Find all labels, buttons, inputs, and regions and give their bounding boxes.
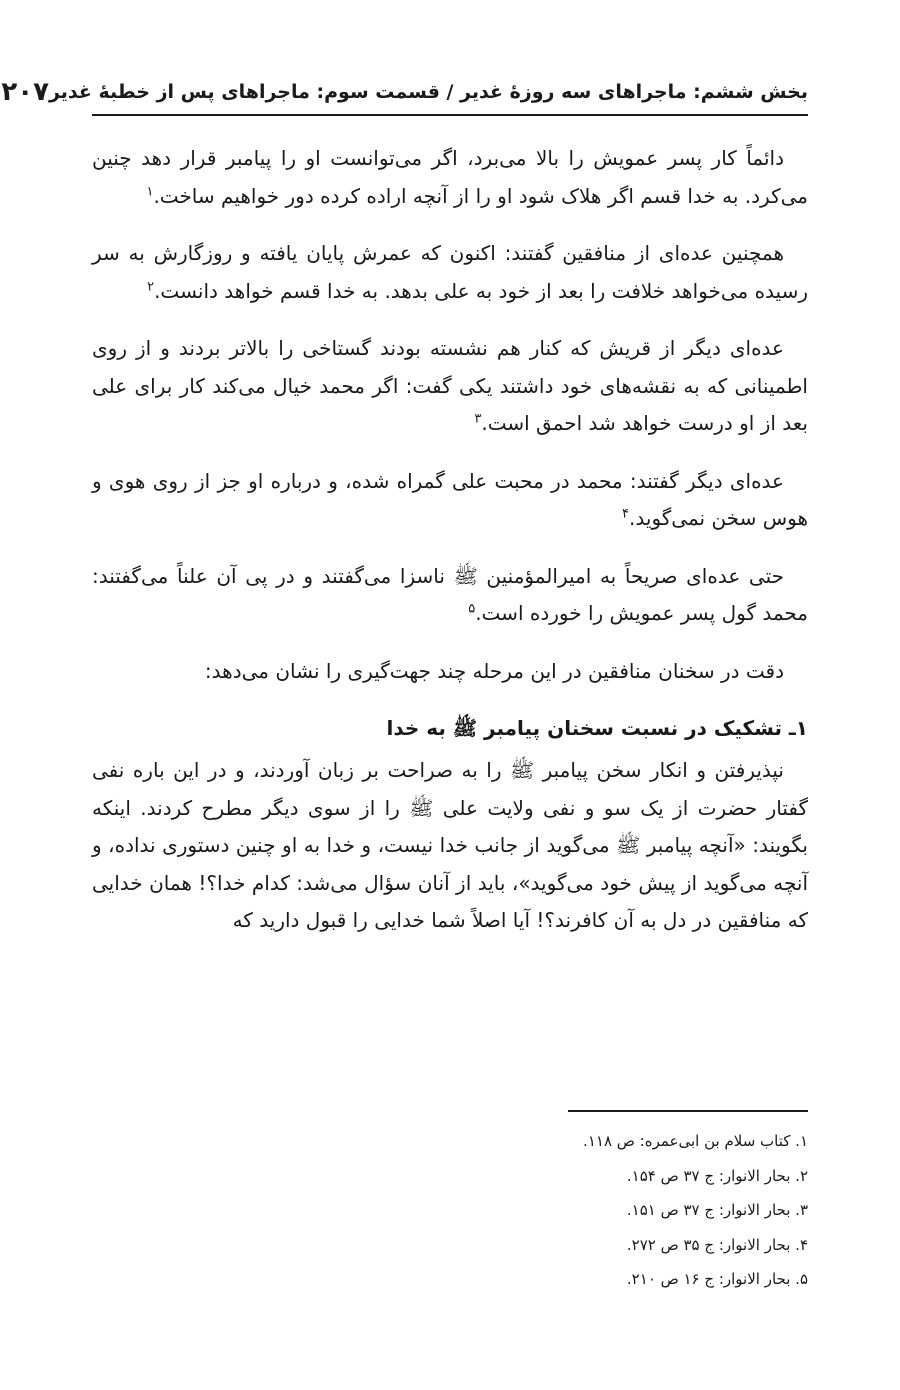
paragraph-text: همچنین عده‌ای از منافقین گفتند: اکنون که عمرش پایان یافته و روزگارش به سر رسیده می‌خواهد خلافت را بعد از خود به علی بدهد. به خدا قسم خواهد دانست.	[92, 241, 808, 303]
section-heading: ۱ـ تشکیک در نسبت سخنان پیامبر ﷺ به خدا	[386, 716, 808, 740]
footnotes	[92, 1110, 808, 1297]
section-paragraph: نپذیرفتن و انکار سخن پیامبر ﷺ را به صراحت بر زبان آوردند، و در این باره نفی گفتار حضرت از یک سو و نفی ولایت علی ﷺ را از سوی دیگر مطرح کردند. اینکه بگویند: «آنچه پیامبر ﷺ می‌گوید از جانب خدا نیست، و خدا به او چنین دستوری نداده، و آنچه می‌گوید از پیش خود می‌گوید»، باید از آنان سؤال می‌شد: کدام خدا؟! همان خدایی که منافقین در دل به آن کافرند؟! آیا اصلاً شما خدایی را قبول دارید که	[92, 758, 808, 932]
paragraph-text: عده‌ای دیگر گفتند: محمد در محبت علی گمراه شده، و درباره او جز از روی هوی و هوس سخن نمی‌گوید.	[92, 468, 808, 530]
running-header	[1, 70, 808, 116]
header-title: بخش ششم: ماجراهای سه روزهٔ غدیر / قسمت سوم: ماجراهای پس از خطبهٔ غدیر	[48, 81, 808, 103]
paragraph-text: حتی عده‌ای صریحاً به امیرالمؤمنین ﷺ ناسزا می‌گفتند و در پی آن علناً می‌گفتند: محمد گول پسر عمویش را خورده است.	[92, 563, 808, 625]
paragraph	[92, 558, 808, 633]
paragraph-text: دائماً کار پسر عمویش را بالا می‌برد، اگر می‌توانست او را پیامبر قرار دهد چنین می‌کرد. به خدا قسم اگر هلاک شود او را از آنچه اراده کرده دور خواهیم ساخت.	[92, 146, 808, 208]
paragraph	[92, 463, 808, 538]
paragraph	[92, 235, 808, 310]
paragraph	[92, 140, 808, 215]
page-number: ۲۰۷	[1, 77, 49, 107]
footnote-item: ۴. بحار الانوار: ج ۳۵ ص ۲۷۲.	[626, 1235, 808, 1254]
footnote-ref[interactable]: ۱	[146, 183, 154, 199]
footnote-item: ۲. بحار الانوار: ج ۳۷ ص ۱۵۴.	[626, 1166, 808, 1185]
footnote-item: ۳. بحار الانوار: ج ۳۷ ص ۱۵۱.	[626, 1201, 808, 1219]
paragraph-text: عده‌ای دیگر از قریش که کنار هم نشسته بودند گستاخی را بالاتر بردند و از روی اطمینانی که به نقشه‌های خود داشتند یکی گفت: اگر محمد خیال می‌کند کار برای علی بعد از او درست خواهد شد احمق است.	[92, 336, 808, 435]
paragraph	[92, 653, 808, 691]
main-text	[92, 140, 808, 940]
footnote-ref[interactable]: ۴	[622, 506, 630, 522]
footnote-item: ۱. کتاب سلام بن ابی‌عمره: ص ۱۱۸.	[583, 1132, 808, 1150]
footnote-ref[interactable]: ۵	[468, 601, 476, 617]
footnote-ref[interactable]: ۲	[147, 278, 155, 294]
footnote-divider	[568, 1110, 808, 1112]
paragraph-text: دقت در سخنان منافقین در این مرحله چند جهت‌گیری را نشان می‌دهد:	[204, 658, 784, 683]
footnote-ref[interactable]: ۳	[474, 411, 482, 427]
paragraph	[92, 330, 808, 443]
footnote-item: ۵. بحار الانوار: ج ۱۶ ص ۲۱۰.	[626, 1270, 808, 1288]
